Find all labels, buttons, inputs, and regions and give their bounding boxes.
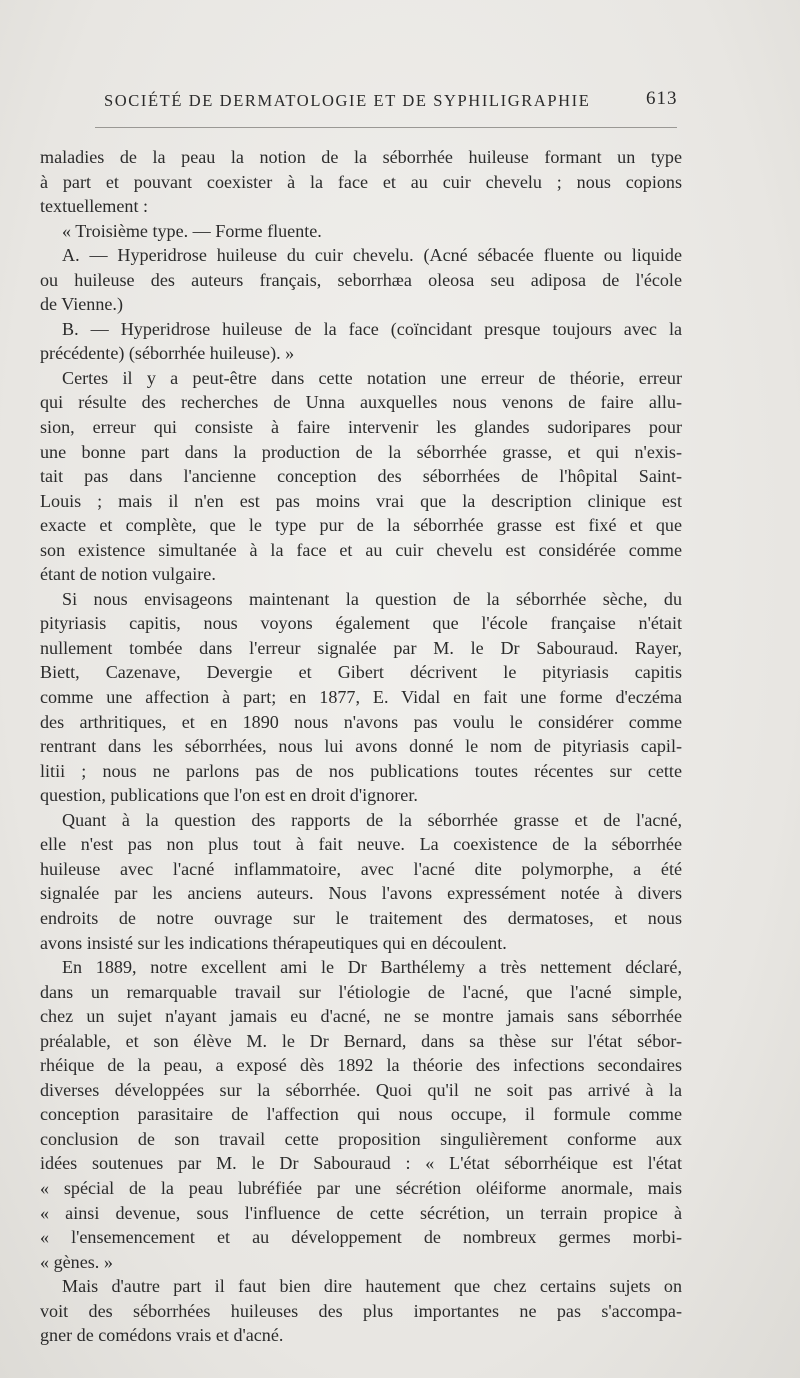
text-line: En 1889, notre excellent ami le Dr Barthélemy a très nettement déclaré,: [62, 957, 682, 978]
text-line: avons insisté sur les indications thérapeutiques qui en découlent.: [40, 932, 507, 953]
text-line: A. — Hyperidrose huileuse du cuir chevelu. (Acné sébacée fluente ou liquide: [62, 245, 682, 266]
text-line: signalée par les anciens auteurs. Nous l'avons expressément notée à divers: [40, 883, 682, 904]
text-line: Biett, Cazenave, Devergie et Gibert décrivent le pityriasis capitis: [40, 662, 682, 683]
text-line: « Troisième type. — Forme fluente.: [62, 220, 322, 241]
text-line: pityriasis capitis, nous voyons également que l'école française n'était: [40, 613, 682, 634]
text-line: « ainsi devenue, sous l'influence de cette sécrétion, un terrain propice à: [40, 1202, 682, 1223]
text-line: une bonne part dans la production de la séborrhée grasse, et qui n'exis-: [40, 441, 682, 462]
text-line: B. — Hyperidrose huileuse de la face (coïncidant presque toujours avec la: [62, 318, 682, 339]
text-line: ou huileuse des auteurs français, seborrhæa oleosa seu adiposa de l'école: [40, 269, 682, 290]
text-line: conception parasitaire de l'affection qui nous occupe, il formule comme: [40, 1104, 682, 1125]
text-line: huileuse avec l'acné inflammatoire, avec l'acné dite polymorphe, a été: [40, 858, 682, 879]
text-line: voit des séborrhées huileuses des plus importantes ne pas s'accompa-: [40, 1300, 682, 1321]
text-line: conclusion de son travail cette proposition singulièrement conforme aux: [40, 1128, 682, 1149]
text-line: Louis ; mais il n'en est pas moins vrai que la description clinique est: [40, 490, 682, 511]
text-line: maladies de la peau la notion de la séborrhée huileuse formant un type: [40, 147, 682, 167]
body-text: [40, 145, 682, 1348]
text-line: Quant à la question des rapports de la séborrhée grasse et de l'acné,: [62, 809, 682, 830]
text-line: comme une affection à part; en 1877, E. Vidal en fait une forme d'eczéma: [40, 687, 682, 708]
header-rule: [95, 127, 677, 128]
text-line: Mais d'autre part il faut bien dire hautement que chez certains sujets on: [62, 1276, 682, 1297]
text-line: dans un remarquable travail sur l'étiologie de l'acné, que l'acné simple,: [40, 981, 682, 1002]
text-line: diverses développées sur la séborrhée. Quoi qu'il ne soit pas arrivé à la: [40, 1079, 682, 1100]
text-line: « l'ensemencement et au développement de nombreux germes morbi-: [40, 1227, 682, 1248]
running-head: SOCIÉTÉ DE DERMATOLOGIE ET DE SYPHILIGRAPHIE: [104, 91, 591, 110]
text-line: préalable, et son élève M. le Dr Bernard, dans sa thèse sur l'état sébor-: [40, 1030, 682, 1051]
text-line: question, publications que l'on est en droit d'ignorer.: [40, 785, 418, 806]
text-line: qui résulte des recherches de Unna auxquelles nous venons de faire allu-: [40, 392, 682, 413]
text-line: litii ; nous ne parlons pas de nos publications toutes récentes sur cette: [40, 760, 682, 781]
text-line: à part et pouvant coexister à la face et au cuir chevelu ; nous copions: [40, 171, 682, 192]
text-line: nullement tombée dans l'erreur signalée par M. le Dr Sabouraud. Rayer,: [40, 637, 682, 658]
text-line: des arthritiques, et en 1890 nous n'avons pas voulu le considérer comme: [40, 711, 682, 732]
text-line: étant de notion vulgaire.: [40, 564, 216, 585]
text-line: endroits de notre ouvrage sur le traitement des dermatoses, et nous: [40, 907, 682, 928]
page-number: 613: [646, 88, 678, 109]
text-line: Certes il y a peut-être dans cette notation une erreur de théorie, erreur: [62, 367, 682, 388]
text-line: « gènes. »: [40, 1251, 113, 1272]
text-line: exacte et complète, que le type pur de la séborrhée grasse est fixé et que: [40, 515, 682, 536]
text-line: idées soutenues par M. le Dr Sabouraud : « L'état séborrhéique est l'état: [40, 1153, 682, 1174]
text-line: tait pas dans l'ancienne conception des séborrhées de l'hôpital Saint-: [40, 466, 682, 487]
text-line: précédente) (séborrhée huileuse). »: [40, 343, 295, 364]
text-line: « spécial de la peau lubréfiée par une sécrétion oléiforme anormale, mais: [40, 1177, 682, 1198]
text-line: sion, erreur qui consiste à faire intervenir les glandes sudoripares pour: [40, 417, 682, 438]
text-line: textuellement :: [40, 196, 149, 217]
text-line: de Vienne.): [40, 294, 123, 315]
text-line: chez un sujet n'ayant jamais eu d'acné, ne se montre jamais sans séborrhée: [40, 1006, 682, 1027]
text-line: rentrant dans les séborrhées, nous lui avons donné le nom de pityriasis capil-: [40, 736, 682, 757]
text-line: Si nous envisageons maintenant la question de la séborrhée sèche, du: [62, 588, 682, 609]
text-line: gner de comédons vrais et d'acné.: [40, 1325, 284, 1346]
text-line: son existence simultanée à la face et au cuir chevelu est considérée comme: [40, 539, 682, 560]
text-line: rhéique de la peau, a exposé dès 1892 la théorie des infections secondaires: [40, 1055, 682, 1076]
text-line: elle n'est pas non plus tout à fait neuve. La coexistence de la séborrhée: [40, 834, 682, 855]
